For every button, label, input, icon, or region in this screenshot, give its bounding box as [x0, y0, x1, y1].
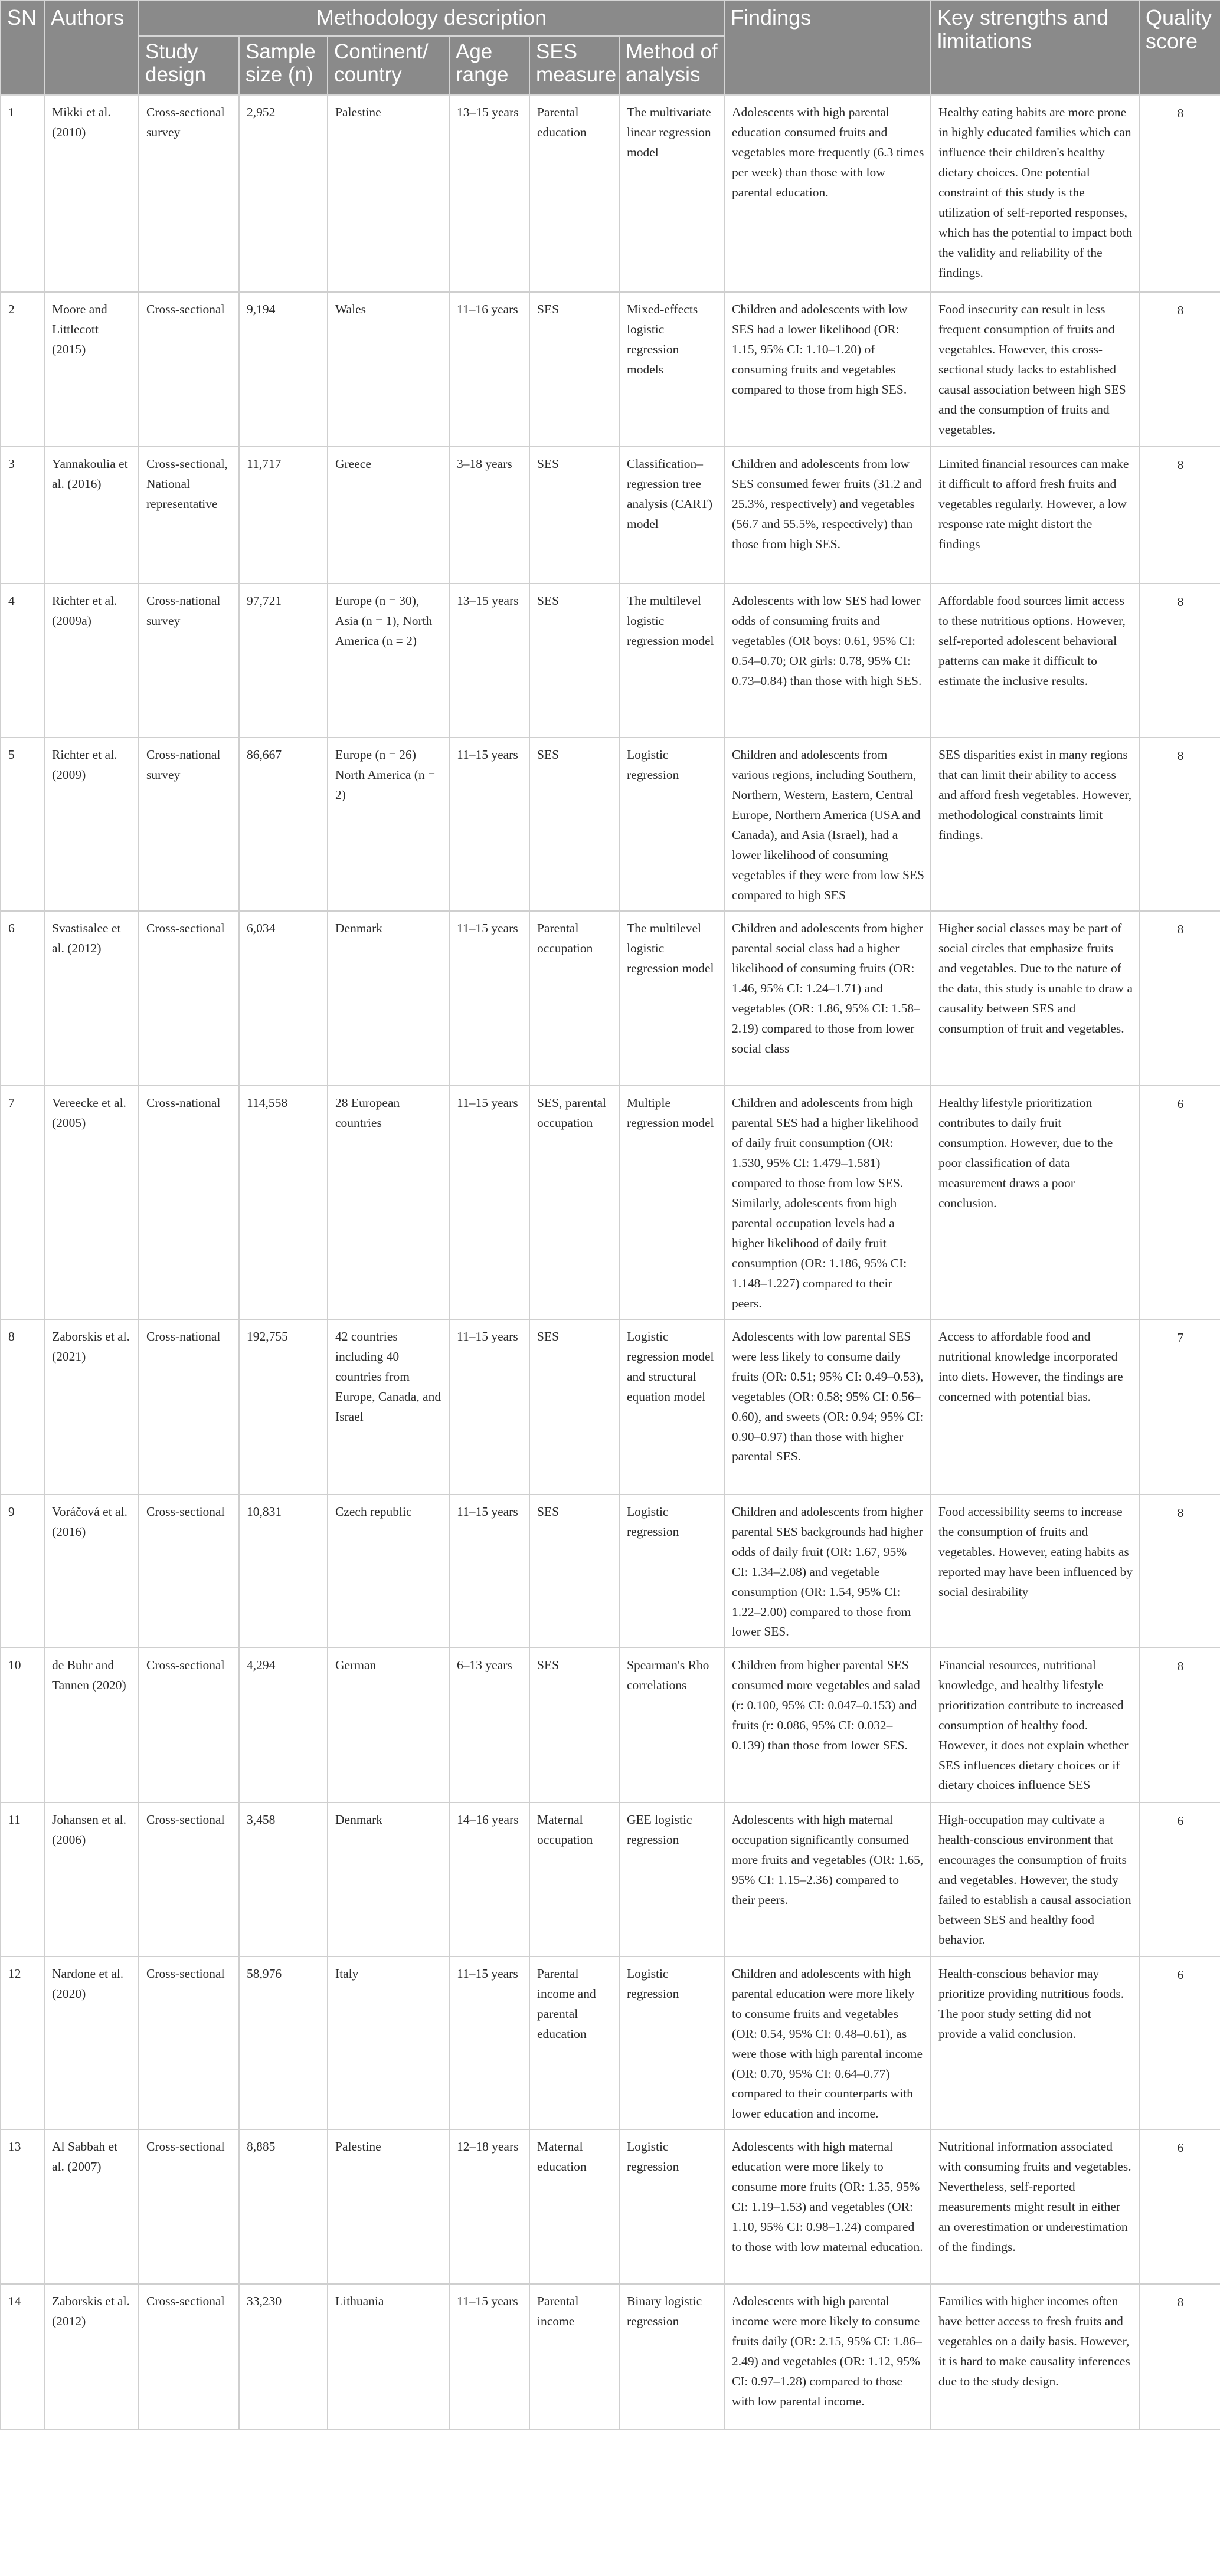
- cell-method: The multilevel logistic regression model: [619, 911, 724, 1086]
- header-row-top: [1, 1, 1220, 36]
- cell-ses-measure: SES: [529, 292, 619, 447]
- table-row: [1, 1956, 1220, 2130]
- cell-study-design: Cross-sectional: [139, 1956, 239, 2130]
- cell-country: Europe (n = 30), Asia (n = 1), North America (n = 2): [328, 584, 449, 738]
- cell-study-design: Cross-sectional: [139, 1648, 239, 1802]
- cell-findings: Children and adolescents from high parental SES had a higher likelihood of daily fruit consumption (OR: 1.530, 95% CI: 1.479–1.581) compared to those from low SES. Similarly, adolescents from high parental occupation levels had a higher likelihood of daily fruit consumption (OR: 1.186, 95% CI: 1.148–1.227) compared to their peers.: [724, 1086, 931, 1319]
- cell-quality-score: 6: [1139, 1802, 1220, 1956]
- header-ses-measure: SES measure: [529, 36, 619, 95]
- cell-findings: Children and adolescents with high parental education were more likely to consume fruits and vegetables (OR: 0.54, 95% CI: 0.48–0.61), as were those with high parental income (OR: 0.70, 95% CI: 0.64–0.77) compared to their counterparts with lower education and income.: [724, 1956, 931, 2130]
- cell-findings: Children and adolescents from higher parental social class had a higher likelihood of consuming fruits (OR: 1.46, 95% CI: 1.24–1.71) and vegetables (OR: 1.86, 95% CI: 1.58–2.19) compared to those from lower social class: [724, 911, 931, 1086]
- cell-country: Europe (n = 26) North America (n = 2): [328, 738, 449, 911]
- header-quality-score: Quality score: [1139, 1, 1220, 95]
- cell-method: Multiple regression model: [619, 1086, 724, 1319]
- header-sample-size: Sample size (n): [239, 36, 328, 95]
- cell-findings: Adolescents with low parental SES were less likely to consume daily fruits (OR: 0.51; 95% CI: 0.49–0.53), vegetables (OR: 0.58; 95% CI: 0.56–0.60), and sweets (OR: 0.94; 95% CI: 0.90–0.97) than those with higher parental SES.: [724, 1319, 931, 1495]
- cell-sample-size: 11,717: [239, 447, 328, 584]
- cell-authors: Svastisalee et al. (2012): [44, 911, 139, 1086]
- cell-sample-size: 3,458: [239, 1802, 328, 1956]
- cell-quality-score: 8: [1139, 95, 1220, 292]
- cell-authors: Richter et al. (2009a): [44, 584, 139, 738]
- cell-method: Logistic regression: [619, 2129, 724, 2284]
- cell-study-design: Cross-sectional, National representative: [139, 447, 239, 584]
- cell-ses-measure: SES: [529, 584, 619, 738]
- cell-country: Italy: [328, 1956, 449, 2130]
- cell-ses-measure: SES: [529, 1648, 619, 1802]
- cell-sample-size: 114,558: [239, 1086, 328, 1319]
- cell-country: Wales: [328, 292, 449, 447]
- cell-study-design: Cross-sectional: [139, 1495, 239, 1648]
- cell-authors: Vereecke et al. (2005): [44, 1086, 139, 1319]
- cell-ses-measure: SES: [529, 1495, 619, 1648]
- cell-country: Denmark: [328, 1802, 449, 1956]
- cell-findings: Adolescents with high maternal education were more likely to consume more fruits (OR: 1.35, 95% CI: 1.19–1.53) and vegetables (OR: 1.10, 95% CI: 0.98–1.24) compared to those with low maternal education.: [724, 2129, 931, 2284]
- cell-strengths-limitations: Access to affordable food and nutritional knowledge incorporated into diets. However, the findings are concerned with potential bias.: [931, 1319, 1139, 1495]
- cell-sn: 14: [1, 2284, 44, 2430]
- table-row: [1, 911, 1220, 1086]
- cell-sn: 1: [1, 95, 44, 292]
- cell-authors: Johansen et al. (2006): [44, 1802, 139, 1956]
- cell-method: Mixed-effects logistic regression models: [619, 292, 724, 447]
- table-row: [1, 447, 1220, 584]
- cell-sn: 2: [1, 292, 44, 447]
- cell-study-design: Cross-sectional: [139, 292, 239, 447]
- cell-age-range: 6–13 years: [449, 1648, 529, 1802]
- cell-study-design: Cross-national: [139, 1086, 239, 1319]
- cell-quality-score: 8: [1139, 1648, 1220, 1802]
- table-row: [1, 1648, 1220, 1802]
- table-row: [1, 1802, 1220, 1956]
- cell-sn: 3: [1, 447, 44, 584]
- cell-strengths-limitations: SES disparities exist in many regions that can limit their ability to access and afford fresh vegetables. However, methodological constraints limit findings.: [931, 738, 1139, 911]
- cell-country: 28 European countries: [328, 1086, 449, 1319]
- cell-quality-score: 8: [1139, 2284, 1220, 2430]
- cell-sample-size: 2,952: [239, 95, 328, 292]
- header-authors: Authors: [44, 1, 139, 95]
- cell-country: German: [328, 1648, 449, 1802]
- cell-ses-measure: Parental occupation: [529, 911, 619, 1086]
- header-study-design: Study design: [139, 36, 239, 95]
- cell-findings: Adolescents with high parental education consumed fruits and vegetables more frequently (6.3 times per week) than those with low parental education.: [724, 95, 931, 292]
- cell-country: 42 countries including 40 countries from Europe, Canada, and Israel: [328, 1319, 449, 1495]
- cell-ses-measure: SES: [529, 447, 619, 584]
- cell-country: Czech republic: [328, 1495, 449, 1648]
- cell-strengths-limitations: Limited financial resources can make it difficult to afford fresh fruits and vegetables regularly. However, a low response rate might distort the findings: [931, 447, 1139, 584]
- cell-age-range: 3–18 years: [449, 447, 529, 584]
- cell-method: The multilevel logistic regression model: [619, 584, 724, 738]
- table-row: [1, 584, 1220, 738]
- cell-strengths-limitations: Higher social classes may be part of social circles that emphasize fruits and vegetables. Due to the nature of the data, this study is unable to draw a causality between SES and consumption of fruit and vegetables.: [931, 911, 1139, 1086]
- cell-quality-score: 6: [1139, 1956, 1220, 2130]
- table-row: [1, 95, 1220, 292]
- cell-strengths-limitations: Food accessibility seems to increase the consumption of fruits and vegetables. However, eating habits as reported may have been influenced by social desirability: [931, 1495, 1139, 1648]
- cell-sn: 4: [1, 584, 44, 738]
- cell-authors: Zaborskis et al. (2021): [44, 1319, 139, 1495]
- cell-sample-size: 10,831: [239, 1495, 328, 1648]
- cell-ses-measure: Parental income: [529, 2284, 619, 2430]
- cell-findings: Adolescents with low SES had lower odds of consuming fruits and vegetables (OR boys: 0.61, 95% CI: 0.54–0.70; OR girls: 0.78, 95% CI: 0.73–0.84) than those with high SES.: [724, 584, 931, 738]
- cell-ses-measure: SES, parental occupation: [529, 1086, 619, 1319]
- table-row: [1, 2284, 1220, 2430]
- header-methodology-group: Methodology description: [139, 1, 724, 36]
- cell-ses-measure: Maternal occupation: [529, 1802, 619, 1956]
- cell-sn: 13: [1, 2129, 44, 2284]
- cell-country: Palestine: [328, 95, 449, 292]
- cell-findings: Adolescents with high parental income were more likely to consume fruits daily (OR: 2.15, 95% CI: 1.86–2.49) and vegetables (OR: 1.12, 95% CI: 0.97–1.28) compared to those with low parental income.: [724, 2284, 931, 2430]
- cell-study-design: Cross-sectional: [139, 2129, 239, 2284]
- cell-age-range: 14–16 years: [449, 1802, 529, 1956]
- cell-ses-measure: SES: [529, 1319, 619, 1495]
- cell-study-design: Cross-sectional: [139, 911, 239, 1086]
- cell-findings: Adolescents with high maternal occupation significantly consumed more fruits and vegetables (OR: 1.65, 95% CI: 1.15–2.36) compared to their peers.: [724, 1802, 931, 1956]
- cell-sn: 6: [1, 911, 44, 1086]
- cell-quality-score: 8: [1139, 584, 1220, 738]
- cell-study-design: Cross-sectional survey: [139, 95, 239, 292]
- header-findings: Findings: [724, 1, 931, 95]
- cell-age-range: 11–16 years: [449, 292, 529, 447]
- cell-sample-size: 97,721: [239, 584, 328, 738]
- cell-age-range: 11–15 years: [449, 1319, 529, 1495]
- cell-country: Palestine: [328, 2129, 449, 2284]
- cell-sn: 12: [1, 1956, 44, 2130]
- cell-method: Logistic regression model and structural equation model: [619, 1319, 724, 1495]
- cell-study-design: Cross-national: [139, 1319, 239, 1495]
- cell-method: Classification–regression tree analysis (CART) model: [619, 447, 724, 584]
- cell-sn: 5: [1, 738, 44, 911]
- cell-strengths-limitations: Families with higher incomes often have better access to fresh fruits and vegetables on a daily basis. However, it is hard to make causality inferences due to the study design.: [931, 2284, 1139, 2430]
- cell-age-range: 11–15 years: [449, 1956, 529, 2130]
- cell-sn: 11: [1, 1802, 44, 1956]
- cell-age-range: 13–15 years: [449, 584, 529, 738]
- cell-authors: Yannakoulia et al. (2016): [44, 447, 139, 584]
- cell-sample-size: 192,755: [239, 1319, 328, 1495]
- cell-country: Lithuania: [328, 2284, 449, 2430]
- table-row: [1, 2129, 1220, 2284]
- cell-quality-score: 8: [1139, 292, 1220, 447]
- cell-quality-score: 8: [1139, 447, 1220, 584]
- cell-sn: 10: [1, 1648, 44, 1802]
- cell-sample-size: 6,034: [239, 911, 328, 1086]
- cell-authors: Mikki et al. (2010): [44, 95, 139, 292]
- cell-age-range: 11–15 years: [449, 738, 529, 911]
- cell-age-range: 11–15 years: [449, 1086, 529, 1319]
- cell-quality-score: 6: [1139, 2129, 1220, 2284]
- cell-findings: Children and adolescents with low SES had a lower likelihood (OR: 1.15, 95% CI: 1.10–1.20) of consuming fruits and vegetables compared to those from high SES.: [724, 292, 931, 447]
- table-row: [1, 1086, 1220, 1319]
- cell-authors: Nardone et al. (2020): [44, 1956, 139, 2130]
- cell-quality-score: 8: [1139, 911, 1220, 1086]
- cell-ses-measure: SES: [529, 738, 619, 911]
- cell-method: The multivariate linear regression model: [619, 95, 724, 292]
- cell-sample-size: 33,230: [239, 2284, 328, 2430]
- cell-age-range: 11–15 years: [449, 2284, 529, 2430]
- cell-strengths-limitations: High-occupation may cultivate a health-conscious environment that encourages the consumption of fruits and vegetables. However, the study failed to establish a causal association between SES and healthy food behavior.: [931, 1802, 1139, 1956]
- header-strengths-limitations: Key strengths and limitations: [931, 1, 1139, 95]
- cell-sample-size: 58,976: [239, 1956, 328, 2130]
- table-body: [1, 95, 1220, 2430]
- table-row: [1, 1319, 1220, 1495]
- cell-study-design: Cross-sectional: [139, 2284, 239, 2430]
- cell-study-design: Cross-national survey: [139, 584, 239, 738]
- cell-authors: Zaborskis et al. (2012): [44, 2284, 139, 2430]
- cell-authors: Al Sabbah et al. (2007): [44, 2129, 139, 2284]
- cell-strengths-limitations: Healthy lifestyle prioritization contributes to daily fruit consumption. However, due to the poor classification of data measurement draws a poor conclusion.: [931, 1086, 1139, 1319]
- cell-sn: 9: [1, 1495, 44, 1648]
- cell-age-range: 13–15 years: [449, 95, 529, 292]
- cell-age-range: 11–15 years: [449, 911, 529, 1086]
- cell-authors: Richter et al. (2009): [44, 738, 139, 911]
- cell-quality-score: 7: [1139, 1319, 1220, 1495]
- cell-country: Denmark: [328, 911, 449, 1086]
- cell-findings: Children and adolescents from low SES consumed fewer fruits (31.2 and 25.3%, respectively) and vegetables (56.7 and 55.5%, respectively) than those from high SES.: [724, 447, 931, 584]
- cell-method: Spearman's Rho correlations: [619, 1648, 724, 1802]
- header-continent-country: Continent/ country: [328, 36, 449, 95]
- table-row: [1, 1495, 1220, 1648]
- cell-authors: de Buhr and Tannen (2020): [44, 1648, 139, 1802]
- cell-sample-size: 4,294: [239, 1648, 328, 1802]
- cell-age-range: 12–18 years: [449, 2129, 529, 2284]
- cell-country: Greece: [328, 447, 449, 584]
- cell-strengths-limitations: Healthy eating habits are more prone in highly educated families which can influence their children's healthy dietary choices. One potential constraint of this study is the utilization of self-reported responses, which has the potential to impact both the validity and reliability of the findings.: [931, 95, 1139, 292]
- cell-sn: 8: [1, 1319, 44, 1495]
- cell-findings: Children and adolescents from higher parental SES backgrounds had higher odds of daily fruit (OR: 1.67, 95% CI: 1.34–2.08) and vegetable consumption (OR: 1.54, 95% CI: 1.22–2.00) compared to those from lower SES.: [724, 1495, 931, 1648]
- header-sn: SN: [1, 1, 44, 95]
- cell-sample-size: 86,667: [239, 738, 328, 911]
- cell-method: Logistic regression: [619, 1956, 724, 2130]
- cell-method: Logistic regression: [619, 738, 724, 911]
- table-row: [1, 738, 1220, 911]
- cell-findings: Children from higher parental SES consumed more vegetables and salad (r: 0.100, 95% CI: 0.047–0.153) and fruits (r: 0.086, 95% CI: 0.032–0.139) than those from lower SES.: [724, 1648, 931, 1802]
- cell-authors: Moore and Littlecott (2015): [44, 292, 139, 447]
- cell-method: Binary logistic regression: [619, 2284, 724, 2430]
- cell-strengths-limitations: Financial resources, nutritional knowledge, and healthy lifestyle prioritization contribute to increased consumption of healthy food. However, it does not explain whether SES influences dietary choices or if dietary choices influence SES: [931, 1648, 1139, 1802]
- cell-strengths-limitations: Food insecurity can result in less frequent consumption of fruits and vegetables. However, this cross-sectional study lacks to established causal association between high SES and the consumption of fruits and vegetables.: [931, 292, 1139, 447]
- header-age-range: Age range: [449, 36, 529, 95]
- cell-method: Logistic regression: [619, 1495, 724, 1648]
- table-header: [1, 1, 1220, 95]
- cell-sn: 7: [1, 1086, 44, 1319]
- table-row: [1, 292, 1220, 447]
- cell-ses-measure: Parental education: [529, 95, 619, 292]
- cell-strengths-limitations: Health-conscious behavior may prioritize providing nutritious foods. The poor study setting did not provide a valid conclusion.: [931, 1956, 1139, 2130]
- cell-ses-measure: Maternal education: [529, 2129, 619, 2284]
- cell-quality-score: 8: [1139, 738, 1220, 911]
- cell-quality-score: 8: [1139, 1495, 1220, 1648]
- cell-authors: Voráčová et al. (2016): [44, 1495, 139, 1648]
- cell-age-range: 11–15 years: [449, 1495, 529, 1648]
- cell-findings: Children and adolescents from various regions, including Southern, Northern, Western, Eastern, Central Europe, Northern America (USA and Canada), and Asia (Israel), had a lower likelihood of consuming vegetables if they were from low SES compared to high SES: [724, 738, 931, 911]
- header-method-of-analysis: Method of analysis: [619, 36, 724, 95]
- cell-strengths-limitations: Affordable food sources limit access to these nutritious options. However, self-reported adolescent behavioral patterns can make it difficult to estimate the inclusive results.: [931, 584, 1139, 738]
- cell-sample-size: 8,885: [239, 2129, 328, 2284]
- cell-method: GEE logistic regression: [619, 1802, 724, 1956]
- cell-sample-size: 9,194: [239, 292, 328, 447]
- cell-quality-score: 6: [1139, 1086, 1220, 1319]
- cell-ses-measure: Parental income and parental education: [529, 1956, 619, 2130]
- cell-strengths-limitations: Nutritional information associated with consuming fruits and vegetables. Nevertheless, self-reported measurements might result in either an overestimation or underestimation of the findings.: [931, 2129, 1139, 2284]
- cell-study-design: Cross-national survey: [139, 738, 239, 911]
- cell-study-design: Cross-sectional: [139, 1802, 239, 1956]
